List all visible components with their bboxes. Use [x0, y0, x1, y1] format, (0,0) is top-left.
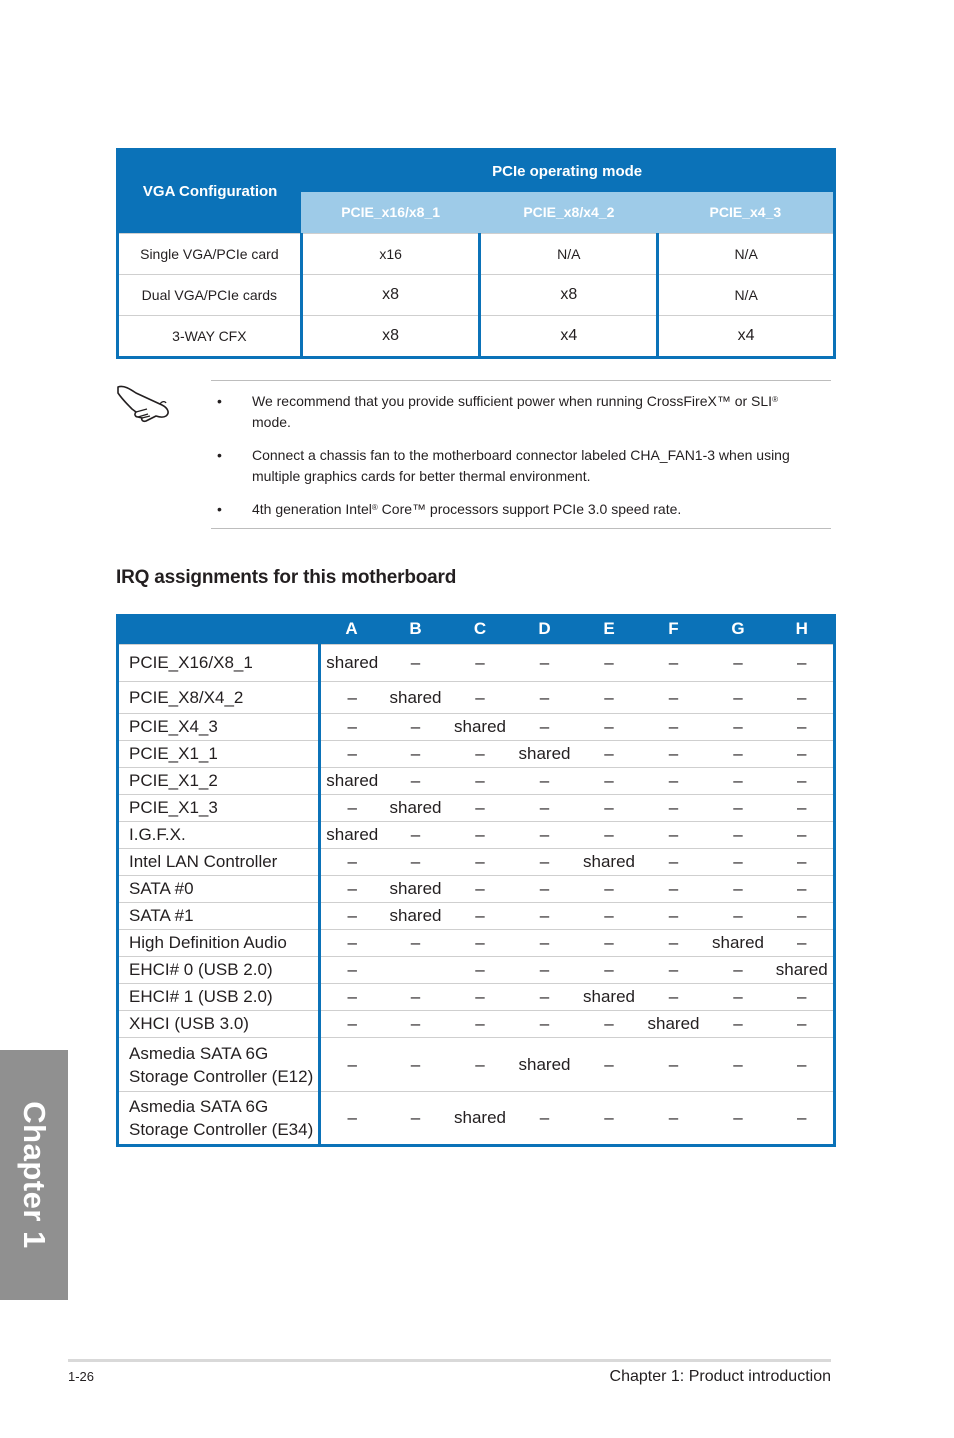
- irq-cell: –: [320, 876, 384, 903]
- irq-row: [118, 682, 835, 714]
- irq-cell: –: [577, 741, 642, 768]
- irq-cell: –: [513, 876, 577, 903]
- irq-cell: –: [320, 682, 384, 714]
- irq-cell: [384, 957, 448, 984]
- irq-cell: –: [320, 1011, 384, 1038]
- irq-cell: –: [513, 645, 577, 682]
- irq-cell: –: [577, 1011, 642, 1038]
- registered-mark: ®: [772, 395, 778, 404]
- irq-cell: –: [320, 1092, 384, 1146]
- irq-cell: –: [706, 957, 771, 984]
- irq-column-header: A: [320, 614, 384, 645]
- irq-cell: –: [771, 822, 835, 849]
- irq-cell: shared: [448, 1092, 513, 1146]
- irq-cell: –: [384, 1011, 448, 1038]
- vga-column-header: PCIE_x8/x4_2: [480, 192, 658, 234]
- irq-cell: –: [642, 682, 706, 714]
- vga-column-header: PCIE_x16/x8_1: [301, 192, 480, 234]
- irq-cell: –: [706, 984, 771, 1011]
- footer-divider: [68, 1359, 831, 1362]
- vga-row: [118, 233, 835, 274]
- irq-cell: –: [320, 903, 384, 930]
- vga-row: [118, 315, 835, 357]
- irq-cell: –: [320, 1038, 384, 1092]
- irq-cell: shared: [513, 1038, 577, 1092]
- vga-cell: x4: [658, 315, 835, 357]
- irq-cell: –: [320, 957, 384, 984]
- irq-cell: –: [513, 849, 577, 876]
- irq-cell: –: [448, 984, 513, 1011]
- irq-row: [118, 714, 835, 741]
- irq-cell: –: [642, 1038, 706, 1092]
- irq-cell: –: [771, 714, 835, 741]
- irq-device-name: Asmedia SATA 6G Storage Controller (E12): [118, 1038, 320, 1092]
- vga-cell: N/A: [658, 274, 835, 315]
- irq-cell: –: [320, 741, 384, 768]
- irq-cell: –: [384, 714, 448, 741]
- vga-cell: x8: [301, 274, 480, 315]
- irq-cell: –: [642, 849, 706, 876]
- irq-row: [118, 822, 835, 849]
- irq-cell: –: [448, 768, 513, 795]
- vga-row-label: 3-WAY CFX: [118, 315, 302, 357]
- irq-cell: –: [448, 795, 513, 822]
- note-box: [211, 380, 831, 529]
- irq-row: [118, 1011, 835, 1038]
- irq-cell: shared: [513, 741, 577, 768]
- vga-cell: N/A: [480, 233, 658, 274]
- irq-cell: –: [320, 930, 384, 957]
- irq-column-header: D: [513, 614, 577, 645]
- note-text: [252, 391, 822, 433]
- irq-cell: –: [642, 957, 706, 984]
- irq-cell: –: [513, 714, 577, 741]
- irq-row: [118, 795, 835, 822]
- irq-device-name: Asmedia SATA 6G Storage Controller (E34): [118, 1092, 320, 1146]
- bullet: •: [217, 447, 222, 463]
- irq-cell: –: [771, 1092, 835, 1146]
- irq-cell: –: [642, 741, 706, 768]
- irq-row: [118, 768, 835, 795]
- irq-cell: –: [448, 1011, 513, 1038]
- irq-cell: –: [577, 795, 642, 822]
- irq-cell: shared: [577, 849, 642, 876]
- irq-device-name: EHCI# 1 (USB 2.0): [118, 984, 320, 1011]
- irq-cell: –: [706, 682, 771, 714]
- irq-cell: –: [771, 1011, 835, 1038]
- irq-cell: –: [706, 714, 771, 741]
- irq-cell: –: [577, 768, 642, 795]
- irq-cell: shared: [577, 984, 642, 1011]
- irq-cell: shared: [320, 645, 384, 682]
- vga-cell: x8: [480, 274, 658, 315]
- irq-cell: –: [513, 822, 577, 849]
- irq-cell: shared: [642, 1011, 706, 1038]
- irq-device-name: PCIE_X1_2: [118, 768, 320, 795]
- vga-column-header: PCIE_x4_3: [658, 192, 835, 234]
- vga-cell: N/A: [658, 233, 835, 274]
- irq-cell: –: [642, 876, 706, 903]
- irq-cell: –: [771, 682, 835, 714]
- irq-cell: –: [642, 930, 706, 957]
- vga-cell: x8: [301, 315, 480, 357]
- irq-device-name: PCIE_X4_3: [118, 714, 320, 741]
- irq-row: [118, 1092, 835, 1146]
- irq-row: [118, 849, 835, 876]
- vga-row: [118, 274, 835, 315]
- irq-cell: –: [448, 741, 513, 768]
- irq-cell: –: [771, 741, 835, 768]
- irq-row: [118, 1038, 835, 1092]
- irq-cell: –: [513, 1092, 577, 1146]
- irq-cell: –: [513, 984, 577, 1011]
- note-text: [252, 499, 822, 520]
- irq-cell: shared: [384, 903, 448, 930]
- irq-cell: –: [706, 768, 771, 795]
- irq-cell: –: [706, 795, 771, 822]
- irq-device-name: PCIE_X1_3: [118, 795, 320, 822]
- vga-config-header: VGA Configuration: [118, 150, 302, 234]
- vga-cell: x4: [480, 315, 658, 357]
- irq-cell: –: [320, 849, 384, 876]
- irq-cell: –: [642, 714, 706, 741]
- bullet: •: [217, 393, 222, 409]
- irq-row: [118, 957, 835, 984]
- irq-cell: –: [513, 682, 577, 714]
- irq-cell: shared: [320, 822, 384, 849]
- irq-cell: –: [448, 930, 513, 957]
- irq-cell: –: [448, 903, 513, 930]
- irq-cell: –: [642, 795, 706, 822]
- irq-cell: shared: [706, 930, 771, 957]
- irq-cell: –: [448, 876, 513, 903]
- irq-cell: –: [706, 741, 771, 768]
- irq-cell: shared: [384, 795, 448, 822]
- irq-cell: –: [771, 1038, 835, 1092]
- irq-cell: –: [577, 682, 642, 714]
- irq-device-name: High Definition Audio: [118, 930, 320, 957]
- page-number: 1-26: [68, 1369, 95, 1384]
- irq-cell: –: [577, 876, 642, 903]
- irq-column-header: E: [577, 614, 642, 645]
- irq-cell: –: [771, 930, 835, 957]
- irq-cell: –: [706, 1011, 771, 1038]
- irq-cell: –: [577, 903, 642, 930]
- irq-cell: shared: [384, 682, 448, 714]
- section-heading: IRQ assignments for this motherboard: [116, 567, 457, 588]
- irq-cell: –: [771, 903, 835, 930]
- irq-header-row: [118, 614, 835, 645]
- irq-cell: –: [706, 1092, 771, 1146]
- irq-cell: –: [771, 645, 835, 682]
- irq-column-header: C: [448, 614, 513, 645]
- vga-configuration-table: [116, 148, 836, 359]
- irq-cell: –: [706, 849, 771, 876]
- irq-cell: –: [642, 903, 706, 930]
- irq-cell: –: [642, 984, 706, 1011]
- irq-device-name: PCIE_X1_1: [118, 741, 320, 768]
- vga-row-label: Dual VGA/PCIe cards: [118, 274, 302, 315]
- note-text-part: 4th generation Intel: [252, 501, 372, 517]
- irq-assignment-table: [116, 614, 836, 1147]
- pcie-mode-header: PCIe operating mode: [301, 150, 834, 192]
- irq-cell: –: [642, 1092, 706, 1146]
- irq-cell: –: [642, 768, 706, 795]
- irq-device-name: SATA #0: [118, 876, 320, 903]
- irq-column-header: H: [771, 614, 835, 645]
- irq-cell: –: [384, 741, 448, 768]
- irq-cell: –: [577, 822, 642, 849]
- irq-cell: –: [771, 876, 835, 903]
- vga-cell: x16: [301, 233, 480, 274]
- irq-cell: –: [448, 849, 513, 876]
- irq-cell: –: [384, 768, 448, 795]
- note-text-part: Core™ processors support PCIe 3.0 speed rate.: [377, 501, 682, 517]
- note-text: Connect a chassis fan to the motherboard connector labeled CHA_FAN1-3 when using multiple graphics cards for better thermal environment.: [252, 447, 790, 484]
- irq-cell: –: [642, 645, 706, 682]
- irq-cell: –: [384, 822, 448, 849]
- irq-cell: –: [706, 822, 771, 849]
- irq-cell: –: [320, 795, 384, 822]
- footer-title: Chapter 1: Product introduction: [609, 1368, 831, 1385]
- irq-device-name: SATA #1: [118, 903, 320, 930]
- irq-cell: –: [513, 957, 577, 984]
- note-text-part: We recommend that you provide sufficient power when running CrossFireX™ or SLI: [252, 393, 773, 409]
- irq-cell: –: [771, 768, 835, 795]
- irq-device-name: I.G.F.X.: [118, 822, 320, 849]
- irq-cell: –: [706, 876, 771, 903]
- irq-cell: –: [706, 903, 771, 930]
- irq-row: [118, 903, 835, 930]
- irq-cell: –: [384, 984, 448, 1011]
- irq-device-name: PCIE_X8/X4_2: [118, 682, 320, 714]
- irq-device-name: Intel LAN Controller: [118, 849, 320, 876]
- irq-cell: –: [384, 849, 448, 876]
- irq-cell: –: [513, 903, 577, 930]
- irq-cell: –: [706, 645, 771, 682]
- irq-cell: –: [577, 645, 642, 682]
- irq-device-name: EHCI# 0 (USB 2.0): [118, 957, 320, 984]
- irq-cell: –: [384, 1092, 448, 1146]
- bullet: •: [217, 501, 222, 517]
- irq-cell: –: [513, 795, 577, 822]
- irq-cell: –: [448, 822, 513, 849]
- irq-cell: –: [577, 1038, 642, 1092]
- chapter-tab-label: Chapter 1: [17, 1101, 52, 1249]
- irq-cell: shared: [320, 768, 384, 795]
- irq-cell: –: [771, 849, 835, 876]
- irq-cell: –: [577, 1092, 642, 1146]
- irq-row: [118, 984, 835, 1011]
- irq-row: [118, 876, 835, 903]
- irq-cell: –: [577, 714, 642, 741]
- irq-cell: –: [771, 795, 835, 822]
- irq-cell: –: [706, 1038, 771, 1092]
- note-text-part: mode.: [252, 414, 291, 430]
- irq-cell: –: [448, 957, 513, 984]
- irq-cell: –: [448, 645, 513, 682]
- irq-row: [118, 645, 835, 682]
- irq-cell: –: [384, 1038, 448, 1092]
- irq-cell: –: [577, 957, 642, 984]
- irq-cell: –: [384, 930, 448, 957]
- irq-cell: –: [771, 984, 835, 1011]
- irq-cell: –: [642, 822, 706, 849]
- vga-row-label: Single VGA/PCIe card: [118, 233, 302, 274]
- irq-row: [118, 741, 835, 768]
- irq-cell: –: [577, 930, 642, 957]
- irq-row: [118, 930, 835, 957]
- irq-device-name: XHCI (USB 3.0): [118, 1011, 320, 1038]
- irq-cell: shared: [448, 714, 513, 741]
- irq-cell: –: [320, 714, 384, 741]
- irq-header-blank: [118, 614, 320, 645]
- irq-cell: –: [320, 984, 384, 1011]
- irq-column-header: B: [384, 614, 448, 645]
- irq-cell: –: [513, 1011, 577, 1038]
- hand-pointing-icon: [116, 381, 172, 423]
- registered-mark: ®: [371, 503, 378, 512]
- irq-column-header: G: [706, 614, 771, 645]
- irq-cell: –: [448, 1038, 513, 1092]
- irq-device-name: PCIE_X16/X8_1: [118, 645, 320, 682]
- irq-cell: –: [513, 930, 577, 957]
- irq-cell: –: [513, 768, 577, 795]
- irq-cell: shared: [771, 957, 835, 984]
- irq-cell: shared: [384, 876, 448, 903]
- irq-cell: –: [384, 645, 448, 682]
- irq-column-header: F: [642, 614, 706, 645]
- irq-cell: –: [448, 682, 513, 714]
